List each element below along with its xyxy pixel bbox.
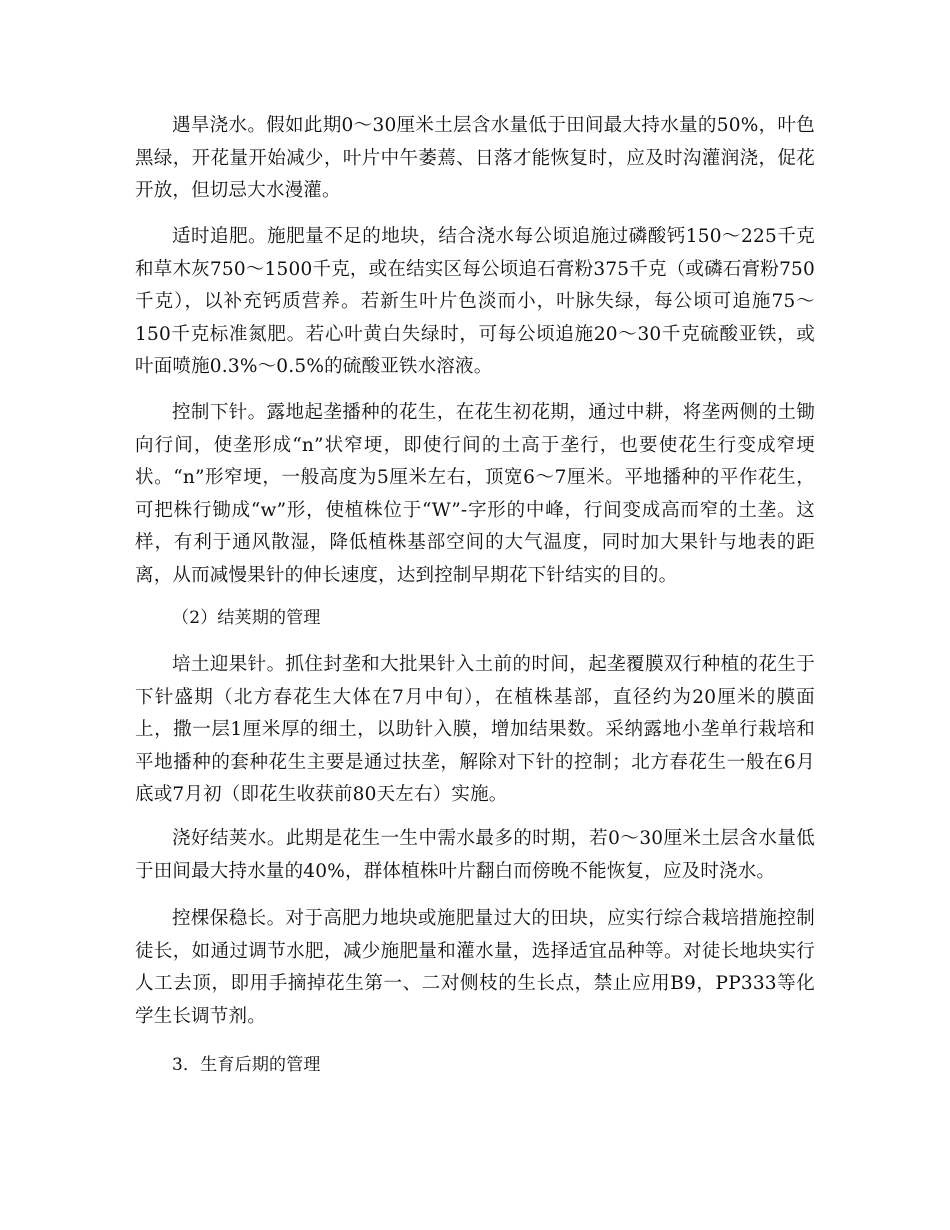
section-heading-late-stage: 3．生育后期的管理 xyxy=(172,1055,321,1075)
paragraph-soil-hilling: 培土迎果针。抓住封垄和大批果针入土前的时间，起垄覆膜双行种植的花生于下针盛期（北方春花生大体在7月中旬），在植株基部，直径约为20厘米的膜面上，撒一层1厘米厚的细土，以助针入膜，增加结果数。采纳露地小垄单行栽培和平地播种的套种花生主要是通过扶垄，解除对下针的控制；北方春花生一般在6月底或7月初（即花生收获前80天左右）实施。 xyxy=(135,654,815,805)
paragraph-control-pegging: 控制下针。露地起垄播种的花生，在花生初花期，通过中耕，将垄两侧的土锄向行间，使垄形成“n”状窄埂，即使行间的土高于垄行，也要使花生行变成窄埂状。“n”形窄埂，一般高度为5厘米左右，顶宽6～7厘米。平地播种的平作花生，可把株行锄成“w”形，使植株位于“W”-字形的中峰，行间变成高而窄的土垄。这样，有利于通风散湿，降低植株基部空间的大气温度，同时加大果针与地表的距离，从而减慢果针的伸长速度，达到控制早期花下针结实的目的。 xyxy=(135,402,815,586)
paragraph-topdressing: 适时追肥。施肥量不足的地块，结合浇水每公顷追施过磷酸钙150～225千克和草木灰750～1500千克，或在结实区每公顷追石膏粉375千克（或磷石膏粉750千克），以补充钙质营养。若新生叶片色淡而小，叶脉失绿，每公顷可追施75～150千克标准氮肥。若心叶黄白失绿时，可每公顷追施20～30千克硫酸亚铁，或叶面喷施0.3%～0.5%的硫酸亚铁水溶液。 xyxy=(135,226,815,377)
section-heading-pod-stage: （2）结荚期的管理 xyxy=(172,608,321,628)
paragraph-pod-watering: 浇好结荚水。此期是花生一生中需水最多的时期，若0～30厘米土层含水量低于田间最大持水量的40%，群体植株叶片翻白而傍晚不能恢复，应及时浇水。 xyxy=(135,828,815,882)
paragraph-growth-control: 控棵保稳长。对于高肥力地块或施肥量过大的田块，应实行综合栽培措施控制徒长，如通过调节水肥，减少施肥量和灌水量，选择适宜品种等。对徒长地块实行人工去顶，即用手摘掉花生第一、二对侧枝的生长点，禁止应用B9，PP333等化学生长调节剂。 xyxy=(135,908,815,1027)
paragraph-drought-watering: 遇旱浇水。假如此期0～30厘米土层含水量低于田间最大持水量的50%，叶色黑绿，开花量开始减少，叶片中午萎蔫、日落才能恢复时，应及时沟灌润浇，促花开放，但切忌大水漫灌。 xyxy=(135,115,815,201)
